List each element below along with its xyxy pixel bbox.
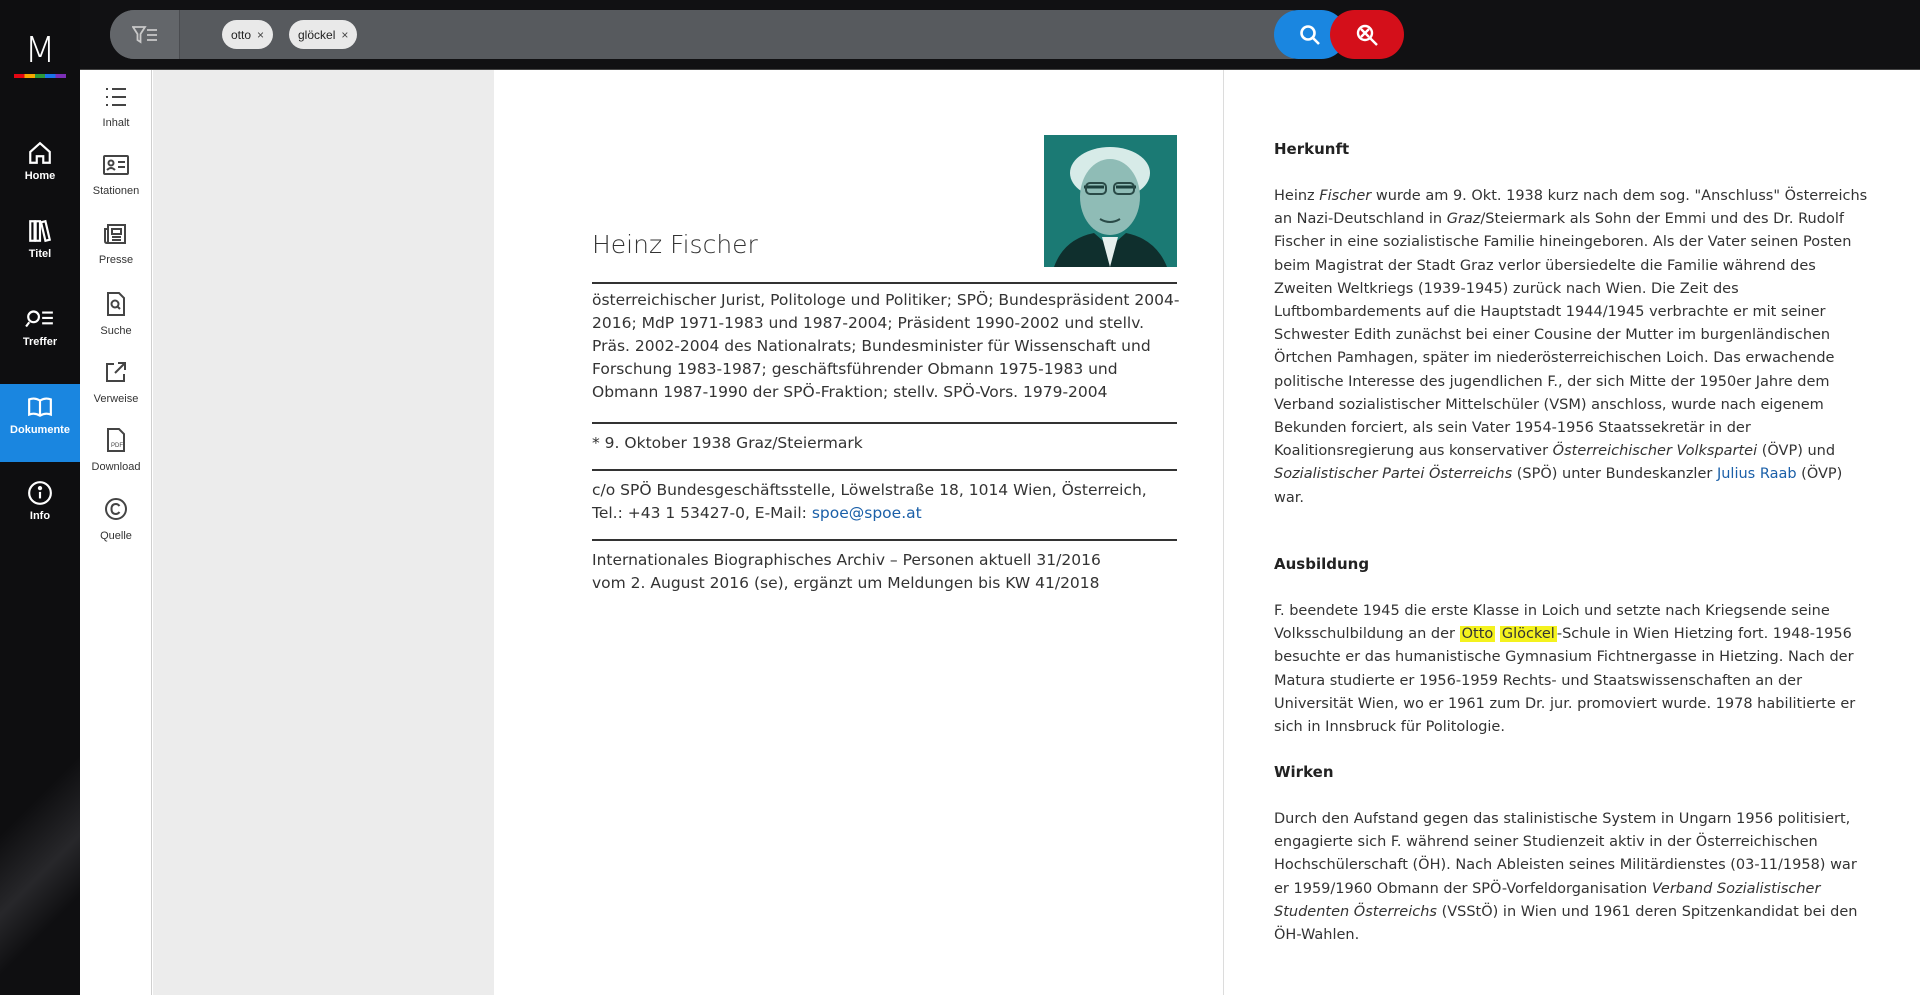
filter-button[interactable] [110,10,180,59]
pdf-icon [105,428,127,452]
section-heading-herkunft: Herkunft [1274,140,1350,158]
source-info [592,549,1182,595]
subnav-item-inhalt[interactable] [80,86,152,146]
books-icon [27,218,53,244]
subnav-label: Presse [98,254,134,266]
contact-info [592,479,1182,525]
top-bar [80,0,1920,70]
subnav-item-quelle[interactable] [80,497,152,557]
email-link[interactable]: spoe@spoe.at [811,504,922,522]
birth-info: * 9. Oktober 1938 Graz/Steiermark [592,434,863,452]
section-text-herkunft: Heinz Fischer wurde am 9. Okt. 1938 kurz nach dem sog. "Anschluss" Österreichs an Nazi-Deutschland in Graz/Steiermark als Sohn der Emmi und des Dr. Rudolf Fischer in eine sozialistische Familie hineingeboren. Als der Vater seinen Posten beim Magistrat der Stadt Graz verlor übersiedelte die Familie während des Zweiten Weltkriegs (1939-1945) zurück nach Wien. Die Zeit des Luftbombardements auf die Hauptstadt 1944/1945 verbrachte er mit seiner Schwester Edith zunächst bei einer Cousine der Mutter im burgenländischen Örtchen Pamhagen, später im niederösterreichischen Loich. Das erwachende politische Interesse des jugendlichen F., der sich Mitte der 1950er Jahre dem Verband sozialistischer Mittelschüler (VSM) anschloss, wurde nach eigenem Bekunden forciert, als sein Vater 1954-1956 Staatssekretär in der Koalitionsregierung aus konservativer Österreichischer Volkspartei (ÖVP) und Sozialistischer Partei Österreichs (SPÖ) unter Bundeskanzler Julius Raab (ÖVP) war. [1274,188,1868,506]
external-link-icon [104,360,128,384]
subnav-label: Inhalt [102,117,130,129]
search-chip[interactable] [222,20,273,49]
subnav-item-stationen[interactable] [80,154,152,214]
subnav-item-presse[interactable] [80,223,152,283]
document-sidebar [80,70,152,995]
divider [592,282,1177,284]
chip-label: otto [231,27,252,42]
nav-item-titel[interactable] [0,208,80,286]
sidebar-decoration [0,675,80,995]
nav-item-home[interactable] [0,130,80,208]
home-icon [27,140,53,166]
newspaper-icon [104,223,128,245]
portrait-photo [1044,135,1177,267]
subnav-label: Stationen [92,185,140,197]
biography-column [1225,70,1920,995]
logo-letter: M [24,30,56,71]
subnav-label: Suche [100,325,132,337]
book-open-icon [26,394,54,420]
person-link[interactable]: Julius Raab [1716,466,1797,483]
divider [592,422,1177,424]
source-line: Internationales Biographisches Archiv – Personen aktuell 31/2016 [592,551,1101,569]
nav-item-info[interactable] [0,470,80,548]
logo-stripe [14,74,66,78]
subnav-item-download[interactable] [80,428,152,488]
address-text: c/o SPÖ Bundesgeschäftsstelle, Löwelstraße 18, 1014 Wien, Österreich, Tel.: +43 1 53427-0, E-Mail: [592,481,1147,522]
document-search-icon [105,292,127,316]
subnav-item-verweise[interactable] [80,360,152,420]
section-heading-wirken: Wirken [1274,763,1334,781]
search-highlight: Glöckel [1501,626,1555,643]
page-margin [153,70,494,995]
main-sidebar [0,0,80,995]
source-line: vom 2. August 2016 (se), ergänzt um Meldungen bis KW 41/2018 [592,574,1100,592]
nav-item-label: Home [24,170,56,182]
person-description: österreichischer Jurist, Politologe und Politiker; SPÖ; Bundespräsident 2004-2016; MdP 1971-1983 und 1987-2004; Präsident 1990-2002 und stellv. Präs. 2002-2004 des Nationalrats; Bundesminister für Wissenschaft und Forschung 1983-1987; geschäftsführender Obmann 1975-1983 und Obmann 1987-1990 der SPÖ-Fraktion; stellv. SPÖ-Vors. 1979-2004 [592,291,1180,401]
profile-column [494,70,1224,995]
chip-close-icon[interactable]: × [257,27,265,42]
nav-item-label: Treffer [22,336,58,348]
info-icon [27,480,53,506]
subnav-label: Verweise [93,393,139,405]
search-icon [1298,23,1322,47]
clear-search-button[interactable] [1330,10,1404,59]
subnav-label: Quelle [100,530,132,542]
svg-text:PDF: PDF [111,443,123,449]
divider [592,539,1177,541]
section-text-ausbildung: F. beendete 1945 die erste Klasse in Loich und setzte nach Kriegsende seine Volksschulbildung an der Otto Glöckel -Schule in Wien Hietzing fort. 1948-1956 besuchte er das humanistische Gymnasium Fichtnergasse in Hietzing. Nach der Matura studierte er 1956-1959 Rechts- und Staatswissenschaften an der Universität Wien, wo er 1961 zum Dr. jur. promoviert wurde. 1978 habilitierte er sich in Innsbruck für Politologie. [1274,603,1856,736]
app-logo[interactable] [0,30,80,90]
nav-item-dokumente[interactable] [0,384,80,462]
search-chip[interactable] [289,20,357,49]
search-highlight: Otto [1461,626,1494,643]
id-card-icon [103,154,129,176]
person-name: Heinz Fischer [592,230,758,259]
clear-search-icon [1353,22,1381,48]
subnav-item-suche[interactable] [80,292,152,352]
divider [592,469,1177,471]
nav-item-label: Info [29,510,51,522]
section-text-wirken: Durch den Aufstand gegen das stalinistische System in Ungarn 1956 politisiert, engagierte sich F. während seiner Studienzeit aktiv in der Österreichischen Hochschülerschaft (ÖH). Nach Ableisten seines Militärdienstes (03-11/1958) war er 1959/1960 Obmann der SPÖ-Vorfeldorganisation Verband Sozialistischer Studenten Österreichs (VSStÖ) in Wien und 1961 deren Spitzenkandidat bei den ÖH-Wahlen. [1274,811,1858,944]
nav-item-label: Dokumente [10,424,70,436]
search-bar[interactable] [110,10,1315,59]
nav-item-treffer[interactable] [0,296,80,374]
section-heading-ausbildung: Ausbildung [1274,555,1370,573]
chip-label: glöckel [298,27,336,42]
filter-icon [132,25,158,45]
chip-close-icon[interactable]: × [341,27,349,42]
copyright-icon [104,497,128,521]
nav-item-label: Titel [28,248,52,260]
search-list-icon [25,306,55,332]
list-icon [104,86,128,108]
subnav-label: Download [91,461,141,473]
